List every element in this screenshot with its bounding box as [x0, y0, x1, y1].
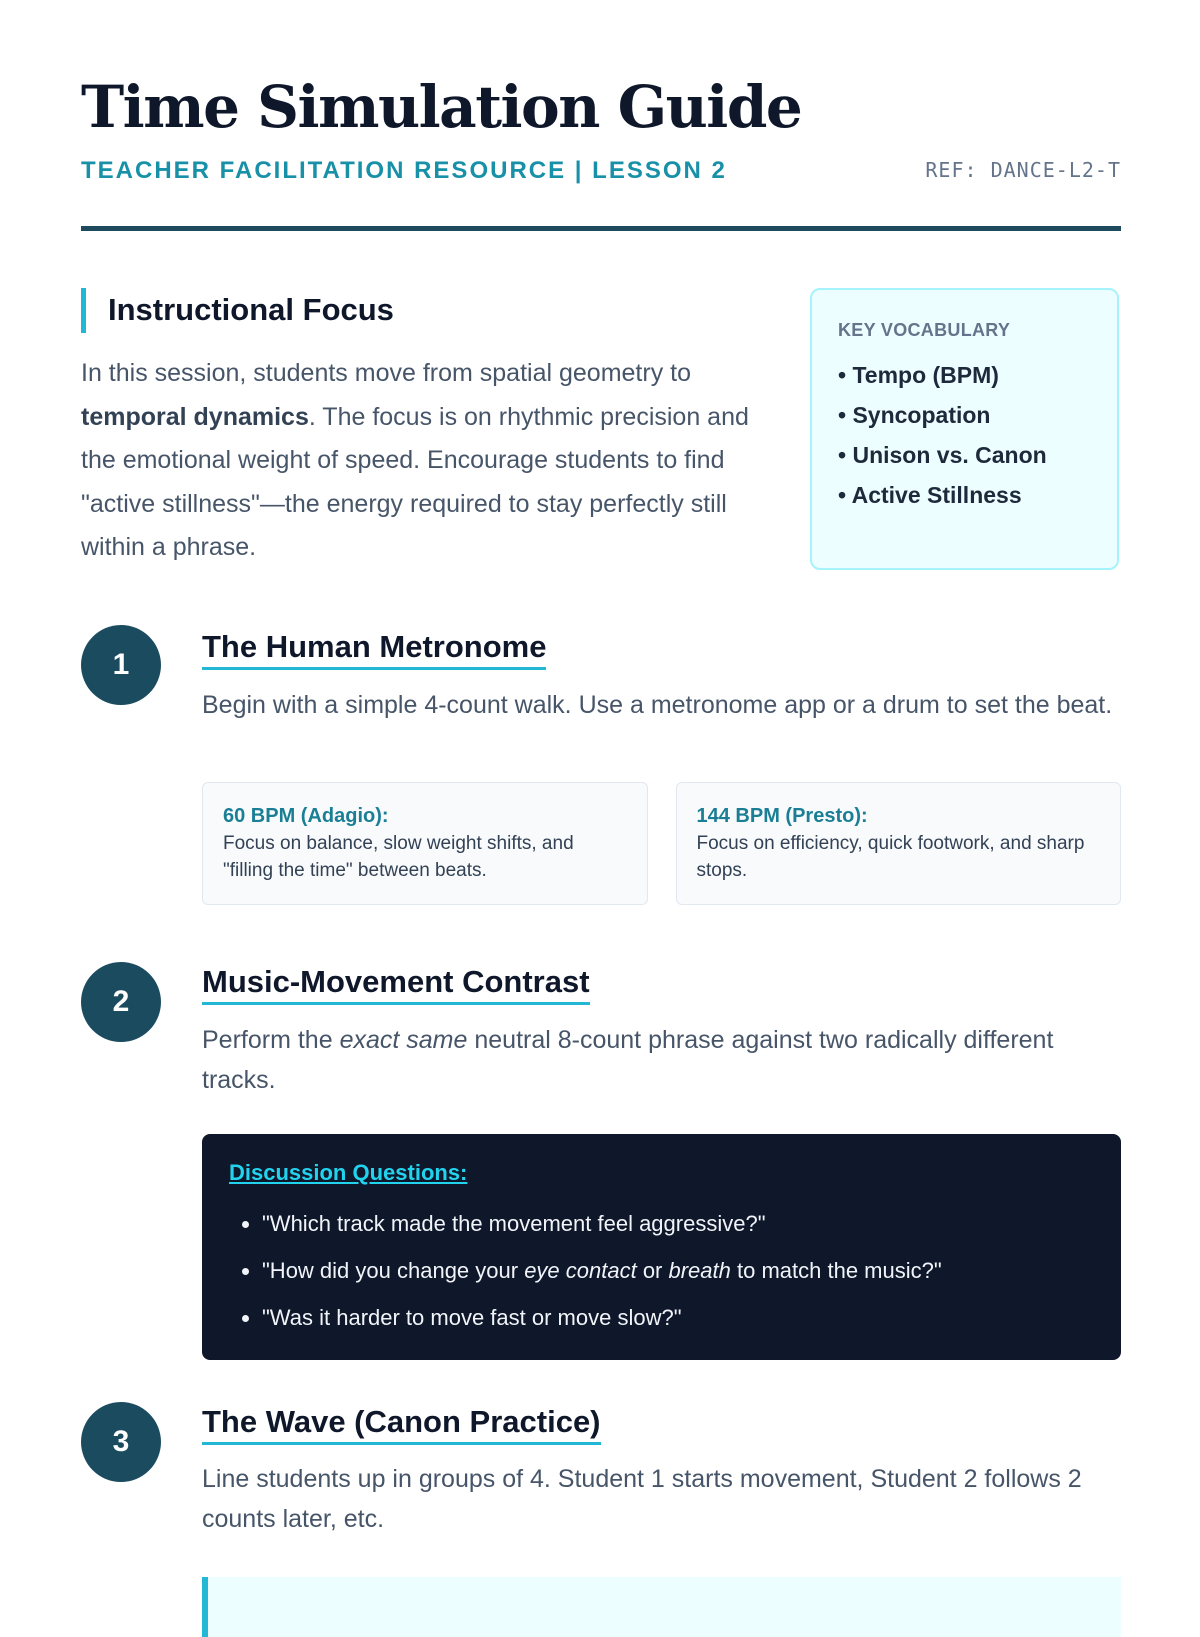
page	[81, 0, 1121, 1600]
step-number-badge: 1	[81, 625, 161, 705]
q2-part: "How did you change your	[262, 1258, 525, 1283]
card-title: 144 BPM (Presto):	[696, 805, 868, 827]
desc-emphasis: exact same	[339, 1026, 468, 1054]
q2-part: to match the music?"	[730, 1258, 942, 1283]
page-title: Time Simulation Guide	[81, 73, 802, 141]
vocabulary-item: • Tempo (BPM)	[838, 355, 1091, 395]
card-body: Focus on balance, slow weight shifts, and "filling the time" between beats.	[223, 833, 574, 881]
section-accent-bar	[81, 288, 86, 333]
q2-emphasis: eye contact	[524, 1258, 637, 1283]
vocabulary-item: • Unison vs. Canon	[838, 435, 1091, 475]
desc-before: Perform the	[202, 1026, 340, 1054]
step-title: The Wave (Canon Practice)	[202, 1402, 601, 1445]
instructional-focus-text	[81, 352, 781, 570]
reference-code: REF: DANCE-L2-T	[925, 158, 1121, 182]
q2-part: or	[636, 1258, 669, 1283]
tempo-card-adagio	[202, 782, 648, 905]
key-vocabulary-box	[810, 288, 1119, 570]
desc-after: neutral 8-count phrase against two radically different tracks.	[202, 1026, 1054, 1094]
callout-box	[202, 1577, 1121, 1637]
step-description	[202, 1020, 1121, 1100]
step-description: Line students up in groups of 4. Student 1 starts movement, Student 2 follows 2 counts later, etc.	[202, 1465, 1082, 1533]
intro-text-after: . The focus is on rhythmic precision and the emotional weight of speed. Encourage students to find "active stillness"—the energy required to stay perfectly still within a phrase.	[81, 402, 749, 561]
vocabulary-list	[838, 355, 1091, 515]
step-number-badge: 2	[81, 962, 161, 1042]
tempo-cards	[202, 782, 1121, 905]
vocabulary-title: KEY VOCABULARY	[838, 320, 1011, 340]
discussion-questions-box	[202, 1134, 1121, 1360]
intro-text-before: In this session, students move from spatial geometry to	[81, 359, 691, 387]
instructional-focus-heading: Instructional Focus	[108, 292, 394, 327]
step-number-badge: 3	[81, 1402, 161, 1482]
card-body: Focus on efficiency, quick footwork, and sharp stops.	[696, 833, 1085, 881]
step-description: Begin with a simple 4-count walk. Use a metronome app or a drum to set the beat.	[202, 691, 1113, 719]
q2-emphasis: breath	[668, 1258, 731, 1283]
discussion-question: • "Which track made the movement feel aggressive?"	[262, 1200, 1094, 1247]
step-title: The Human Metronome	[202, 627, 546, 670]
step-title: Music-Movement Contrast	[202, 962, 590, 1005]
discussion-question	[262, 1247, 1094, 1294]
discussion-list	[229, 1200, 1094, 1341]
tempo-card-presto	[676, 782, 1122, 905]
header-divider	[81, 226, 1121, 231]
vocabulary-item: • Syncopation	[838, 395, 1091, 435]
discussion-question: • "Was it harder to move fast or move slow?"	[262, 1294, 1094, 1341]
intro-text-bold: temporal dynamics	[81, 402, 309, 431]
discussion-title: Discussion Questions:	[229, 1160, 468, 1185]
vocabulary-item: • Active Stillness	[838, 475, 1091, 515]
page-subtitle: TEACHER FACILITATION RESOURCE | LESSON 2	[81, 157, 727, 184]
card-title: 60 BPM (Adagio):	[223, 805, 389, 827]
